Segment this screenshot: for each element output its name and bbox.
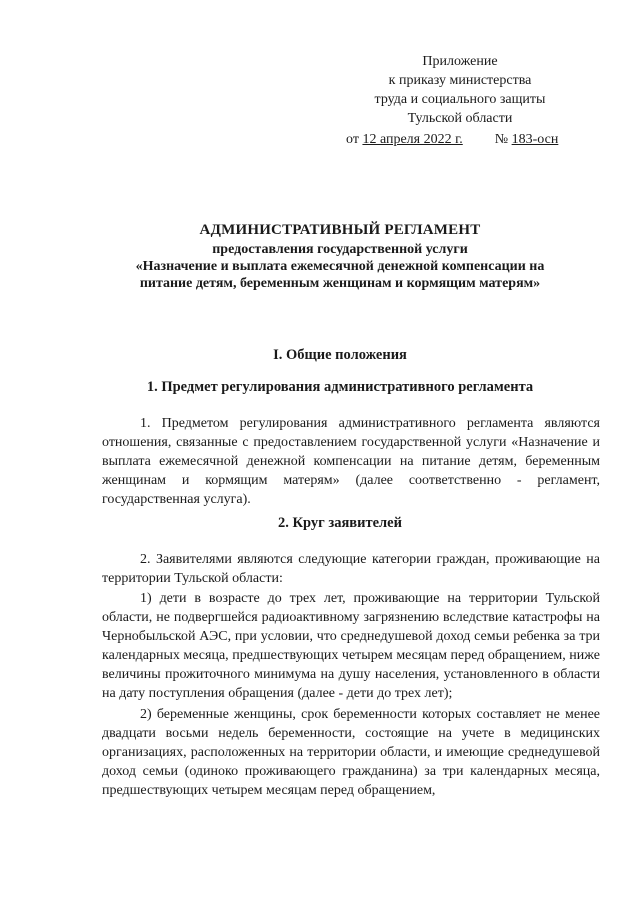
document-title-block (80, 222, 600, 292)
subsection-heading-1: 1. Предмет регулирования административного регламента (146, 379, 534, 395)
document-subtitle-3: питание детям, беременным женщинам и кормящим матерям» (139, 276, 541, 291)
document-subtitle-1: предоставления государственной услуги (212, 242, 468, 257)
paragraph-1: 1. Предметом регулирования административного регламента являются отношения, связанные с предоставлением государственной услуги «Назначение и выплата ежемесячной денежной компенсации на питание детям, беременным женщинам и кормящим матерям» (далее соответственно - регламент, государственная услуга). (102, 416, 600, 507)
list-item-2: 2) беременные женщины, срок беременности которых составляет не менее двадцати восьми недель беременности, состоящие на учете в медицинских организациях, расположенных на территории области, и имеющие среднедушевой доход семьи (одиноко проживающего гражданина) за три календарных месяца, предшествующих четырем месяцам перед обращением, (102, 707, 600, 798)
approval-date-line (346, 130, 620, 149)
list-item-1: 1) дети в возрасте до трех лет, проживающие на территории Тульской области, не подвергшейся радиоактивному загрязнению вследствие катастрофы на Чернобыльской АЭС, при условии, что среднедушевой доход семьи ребенка за три календарных месяца, предшествующих четырем месяцам перед обращением, ниже величины прожиточного минимума на душу населения, установленного в области на дату поступления обращения (далее - дети до трех лет); (102, 591, 600, 701)
approval-block (300, 52, 620, 149)
approval-number: 183-осн (511, 132, 559, 147)
approval-number-group (495, 130, 559, 149)
paragraph-2: 2. Заявителями являются следующие категории граждан, проживающие на территории Тульской области: (102, 552, 600, 586)
approval-date: 12 апреля 2022 г. (362, 132, 463, 147)
document-title: АДМИНИСТРАТИВНЫЙ РЕГЛАМЕНТ (199, 222, 481, 238)
number-prefix: № (494, 132, 509, 147)
section-heading-1: I. Общие положения (273, 347, 407, 363)
approval-line-4: Тульской области (407, 111, 513, 126)
approval-line-2: к приказу министерства (388, 73, 532, 88)
approval-line-1: Приложение (422, 54, 498, 69)
subsection-heading-2: 2. Круг заявителей (278, 515, 402, 531)
approval-line-3: труда и социального защиты (374, 92, 546, 107)
document-subtitle-2: «Назначение и выплата ежемесячной денежной компенсации на (135, 259, 545, 274)
date-prefix: от (346, 132, 359, 147)
